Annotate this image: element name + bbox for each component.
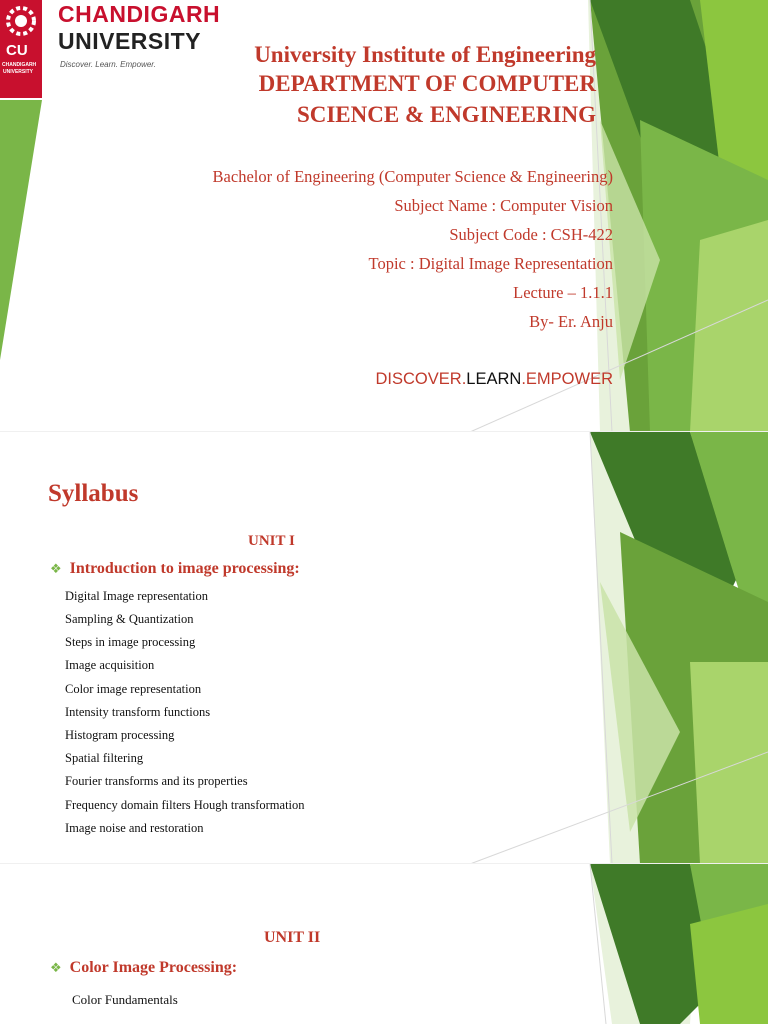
author: By- Er. Anju	[529, 312, 613, 331]
topic: Topic : Digital Image Representation	[368, 254, 613, 273]
motto	[376, 370, 613, 389]
list-item: Digital Image representation	[65, 589, 208, 603]
section-heading	[50, 560, 300, 578]
department-title-2: SCIENCE & ENGINEERING	[296, 102, 596, 127]
list-item: Histogram processing	[65, 728, 175, 742]
list-item: Fourier transforms and its properties	[65, 774, 248, 788]
list-item: Image acquisition	[65, 658, 155, 672]
list-item: Frequency domain filters Hough transformation	[65, 798, 305, 812]
title-slide	[0, 0, 768, 432]
logo-tagline: Discover. Learn. Empower.	[60, 60, 156, 69]
subject-name: Subject Name : Computer Vision	[394, 196, 613, 215]
list-item: Image noise and restoration	[65, 821, 204, 835]
logo-name: CHANDIGARH	[58, 1, 221, 27]
logo-name-2: UNIVERSITY	[58, 28, 202, 54]
list-item: Steps in image processing	[65, 635, 196, 649]
program-name: Bachelor of Engineering (Computer Science & Engineering)	[212, 167, 613, 186]
list-item: Intensity transform functions	[65, 705, 211, 719]
list-item: Sampling & Quantization	[65, 612, 194, 626]
motto-discover: DISCOVER.	[375, 370, 467, 388]
institute-title: University Institute of Engineering	[254, 42, 596, 67]
diamond-bullet-icon: ❖	[50, 961, 62, 976]
section-heading-text: Color Image Processing:	[69, 959, 238, 976]
gear-icon	[0, 0, 42, 42]
badge-cu: CU	[6, 42, 28, 59]
syllabus-slide	[0, 432, 768, 864]
list-item: Color Fundamentals	[72, 992, 178, 1007]
section-heading-text: Introduction to image processing:	[69, 560, 300, 577]
diamond-bullet-icon: ❖	[50, 562, 62, 577]
subject-code: Subject Code : CSH-422	[449, 225, 613, 244]
department-title-1: DEPARTMENT OF COMPUTER	[258, 71, 596, 96]
page-title: Syllabus	[48, 480, 139, 507]
unit-label: UNIT II	[264, 929, 321, 946]
list-item: Color image representation	[65, 682, 202, 696]
unit-label: UNIT I	[248, 533, 295, 549]
lecture-number: Lecture – 1.1.1	[513, 283, 613, 302]
syllabus-slide-2	[0, 864, 768, 1024]
badge-small-2: UNIVERSITY	[3, 69, 34, 75]
list-item: Spatial filtering	[65, 751, 144, 765]
motto-empower: .EMPOWER	[521, 370, 613, 388]
section-heading	[50, 959, 237, 977]
badge-small-1: CHANDIGARH	[2, 62, 37, 68]
cu-logo-badge	[0, 0, 42, 98]
motto-learn: LEARN	[466, 370, 522, 388]
